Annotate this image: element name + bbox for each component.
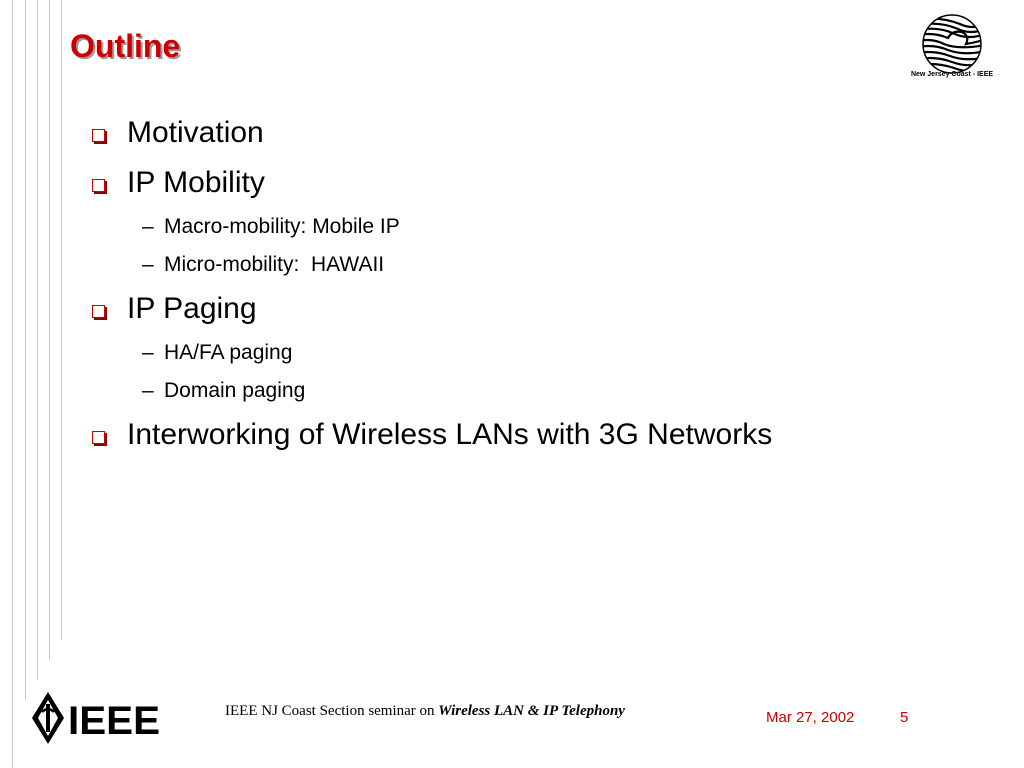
nj-coast-ieee-logo	[900, 14, 1004, 82]
dash-bullet-icon: –	[142, 215, 154, 238]
outline-subitem-text: Domain paging	[164, 379, 306, 402]
hollow-square-bullet-icon	[92, 179, 105, 192]
outline-item-text: IP Paging	[127, 292, 257, 325]
outline-item-text: IP Mobility	[127, 166, 265, 199]
outline-subitem-text: HA/FA paging	[164, 341, 293, 364]
decorative-vertical-line	[12, 0, 13, 768]
logo-text: New Jersey Coast - IEEE	[910, 71, 994, 78]
decorative-vertical-line	[61, 0, 62, 640]
footer-seminar-prefix: IEEE NJ Coast Section seminar on	[225, 703, 439, 719]
outline-item-motivation	[90, 108, 990, 158]
outline-subitem-text: Macro-mobility: Mobile IP	[164, 215, 400, 238]
hollow-square-bullet-icon	[92, 129, 105, 142]
ieee-logo	[28, 688, 164, 748]
outline-subitem-micro-mobility	[90, 246, 990, 284]
outline-subitem-macro-mobility	[90, 208, 990, 246]
ieee-logo-text: IEEE	[68, 699, 160, 743]
dash-bullet-icon: –	[142, 253, 154, 276]
dash-bullet-icon: –	[142, 341, 154, 364]
outline-subitem-text: Micro-mobility: HAWAII	[164, 253, 385, 276]
outline-item-ip-paging	[90, 284, 990, 334]
outline-subitem-ha-fa-paging	[90, 334, 990, 372]
outline-item-ip-mobility	[90, 158, 990, 208]
decorative-vertical-line	[25, 0, 26, 700]
decorative-vertical-line	[49, 0, 50, 660]
footer-seminar-title: Wireless LAN & IP Telephony	[438, 703, 625, 719]
outline-item-text: Interworking of Wireless LANs with 3G Networks	[127, 418, 773, 451]
footer-seminar-text	[225, 703, 625, 720]
outline-list	[90, 108, 990, 460]
outline-item-text: Motivation	[127, 116, 264, 149]
outline-item-interworking	[90, 410, 990, 460]
decorative-vertical-line	[37, 0, 38, 680]
slide-title: Outline	[70, 28, 181, 64]
outline-subitem-domain-paging	[90, 372, 990, 410]
footer-date: Mar 27, 2002	[766, 709, 855, 726]
dash-bullet-icon: –	[142, 379, 154, 402]
hollow-square-bullet-icon	[92, 431, 105, 444]
hollow-square-bullet-icon	[92, 305, 105, 318]
slide-page-number: 5	[900, 709, 909, 726]
